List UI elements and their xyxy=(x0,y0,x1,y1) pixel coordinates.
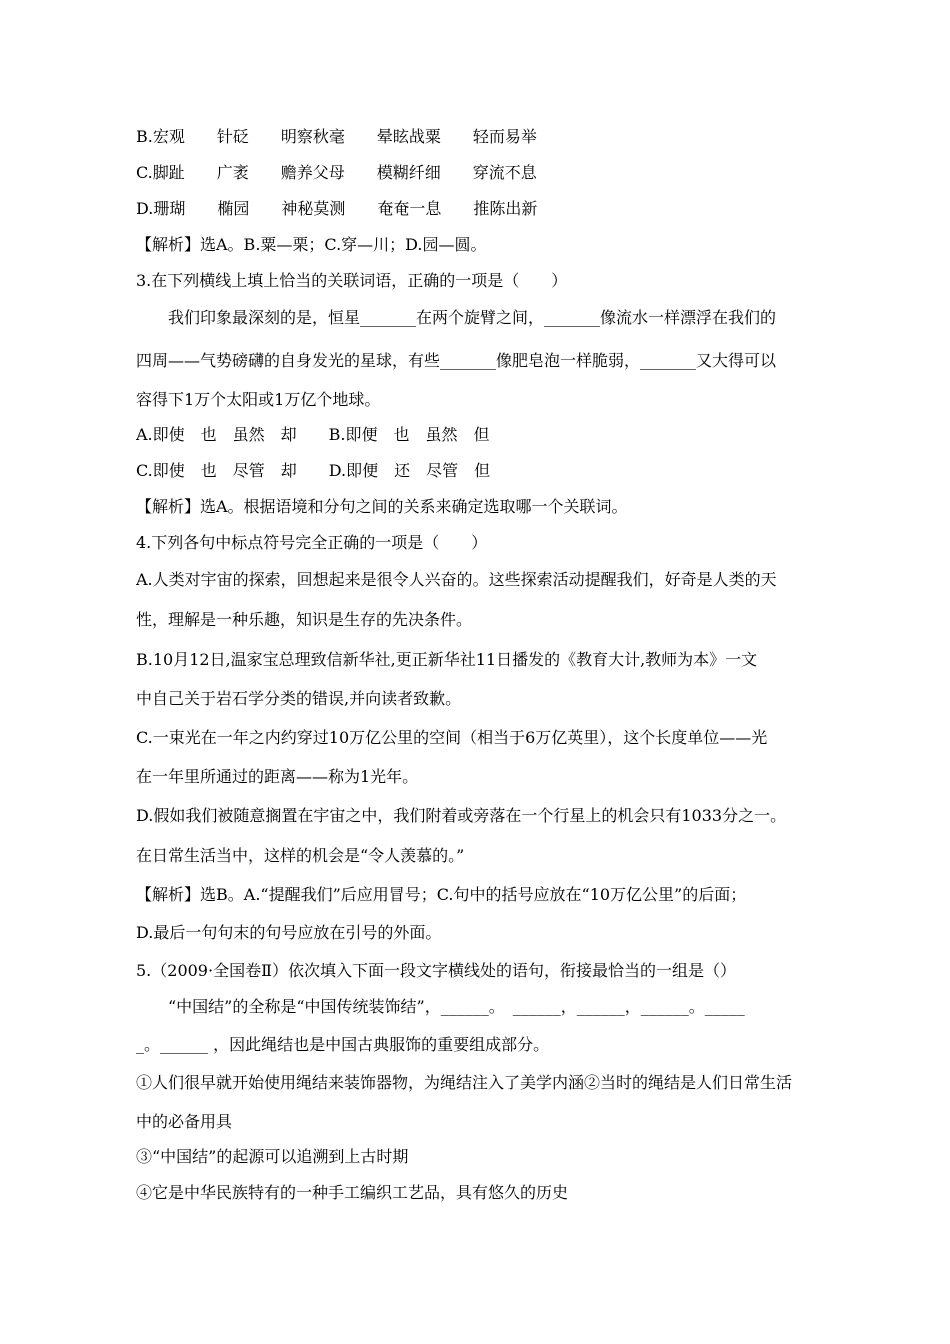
q4-option-b-line-2: 中自己关于岩石学分类的错误,并向读者致歉。 xyxy=(136,689,462,708)
q4-option-c-line-1: C.一束光在一年之内约穿过10万亿公里的空间（相当于6万亿英里），这个长度单位——光 xyxy=(136,728,768,747)
question-5: 5.（2009·全国卷Ⅱ）依次填入下面一段文字横线处的语句，衔接最恰当的一组是（） xyxy=(136,961,736,980)
q3-passage-line-3: 容得下1万个太阳或1万亿个地球。 xyxy=(136,390,381,409)
analysis-2: 【解析】选A。B.粟—栗；C.穿—川；D.园—圆。 xyxy=(136,235,487,254)
q4-option-a-line-2: 性，理解是一种乐趣，知识是生存的先决条件。 xyxy=(136,610,473,629)
q4-option-c-line-2: 在一年里所通过的距离——称为1光年。 xyxy=(136,767,419,786)
q5-item-4: ④它是中华民族特有的一种手工编织工艺品，具有悠久的历史 xyxy=(136,1183,569,1202)
q5-item-3: ③“中国结”的起源可以追溯到上古时期 xyxy=(136,1147,409,1166)
q3-options-ab: A.即使 也 虽然 却 B.即便 也 虽然 但 xyxy=(136,425,490,444)
analysis-3: 【解析】选A。根据语境和分句之间的关系来确定选取哪一个关联词。 xyxy=(136,497,628,516)
q4-option-d-line-2: 在日常生活当中，这样的机会是“令人羡慕的。” xyxy=(136,846,465,865)
q3-options-cd: C.即使 也 尽管 却 D.即便 还 尽管 但 xyxy=(136,461,491,480)
q4-option-d-line-1: D.假如我们被随意搁置在宇宙之中，我们附着或旁落在一个行星上的机会只有1033分之一。 xyxy=(136,806,787,825)
analysis-4-line-2: D.最后一句句末的句号应放在引号的外面。 xyxy=(136,923,442,942)
question-3: 3.在下列横线上填上恰当的关联词语，正确的一项是（ ） xyxy=(136,271,568,290)
option-c-words: C.脚趾 广袤 赡养父母 模糊纤细 穿流不息 xyxy=(136,163,537,182)
q4-option-b-line-1: B.10月12日,温家宝总理致信新华社,更正新华社11日播发的《教育大计,教师为本》一文 xyxy=(136,650,758,669)
q4-option-a-line-1: A.人类对宇宙的探索，回想起来是很令人兴奋的。这些探索活动提醒我们，好奇是人类的天 xyxy=(136,570,777,589)
q5-item-1-2-line-1: ①人们很早就开始使用绳结来装饰器物，为绳结注入了美学内涵②当时的绳结是人们日常生活 xyxy=(136,1073,793,1092)
q3-passage-line-2: 四周——气势磅礴的自身发光的星球，有些_______像肥皂泡一样脆弱，_______又大得可以 xyxy=(136,351,777,370)
q5-passage-line-2: _。______ ，因此绳结也是中国古典服饰的重要组成部分。 xyxy=(136,1035,550,1054)
question-4: 4.下列各句中标点符号完全正确的一项是（ ） xyxy=(136,533,488,552)
q3-passage-line-1: 我们印象最深刻的是，恒星_______在两个旋臂之间，_______像流水一样漂浮在我们的 xyxy=(168,308,777,327)
q5-item-1-2-line-2: 中的必备用具 xyxy=(136,1112,233,1131)
analysis-4-line-1: 【解析】选B。A.“提醒我们”后应用冒号；C.句中的括号应放在“10万亿公里”的后面； xyxy=(136,885,747,904)
q5-passage-line-1: “中国结”的全称是“中国传统装饰结”，______。 ______，______，______。_____ xyxy=(168,997,745,1016)
option-d-words: D.珊瑚 椭园 神秘莫测 奄奄一息 推陈出新 xyxy=(136,199,538,218)
option-b-words: B.宏观 针砭 明察秋毫 晕眩战粟 轻而易举 xyxy=(136,127,537,146)
